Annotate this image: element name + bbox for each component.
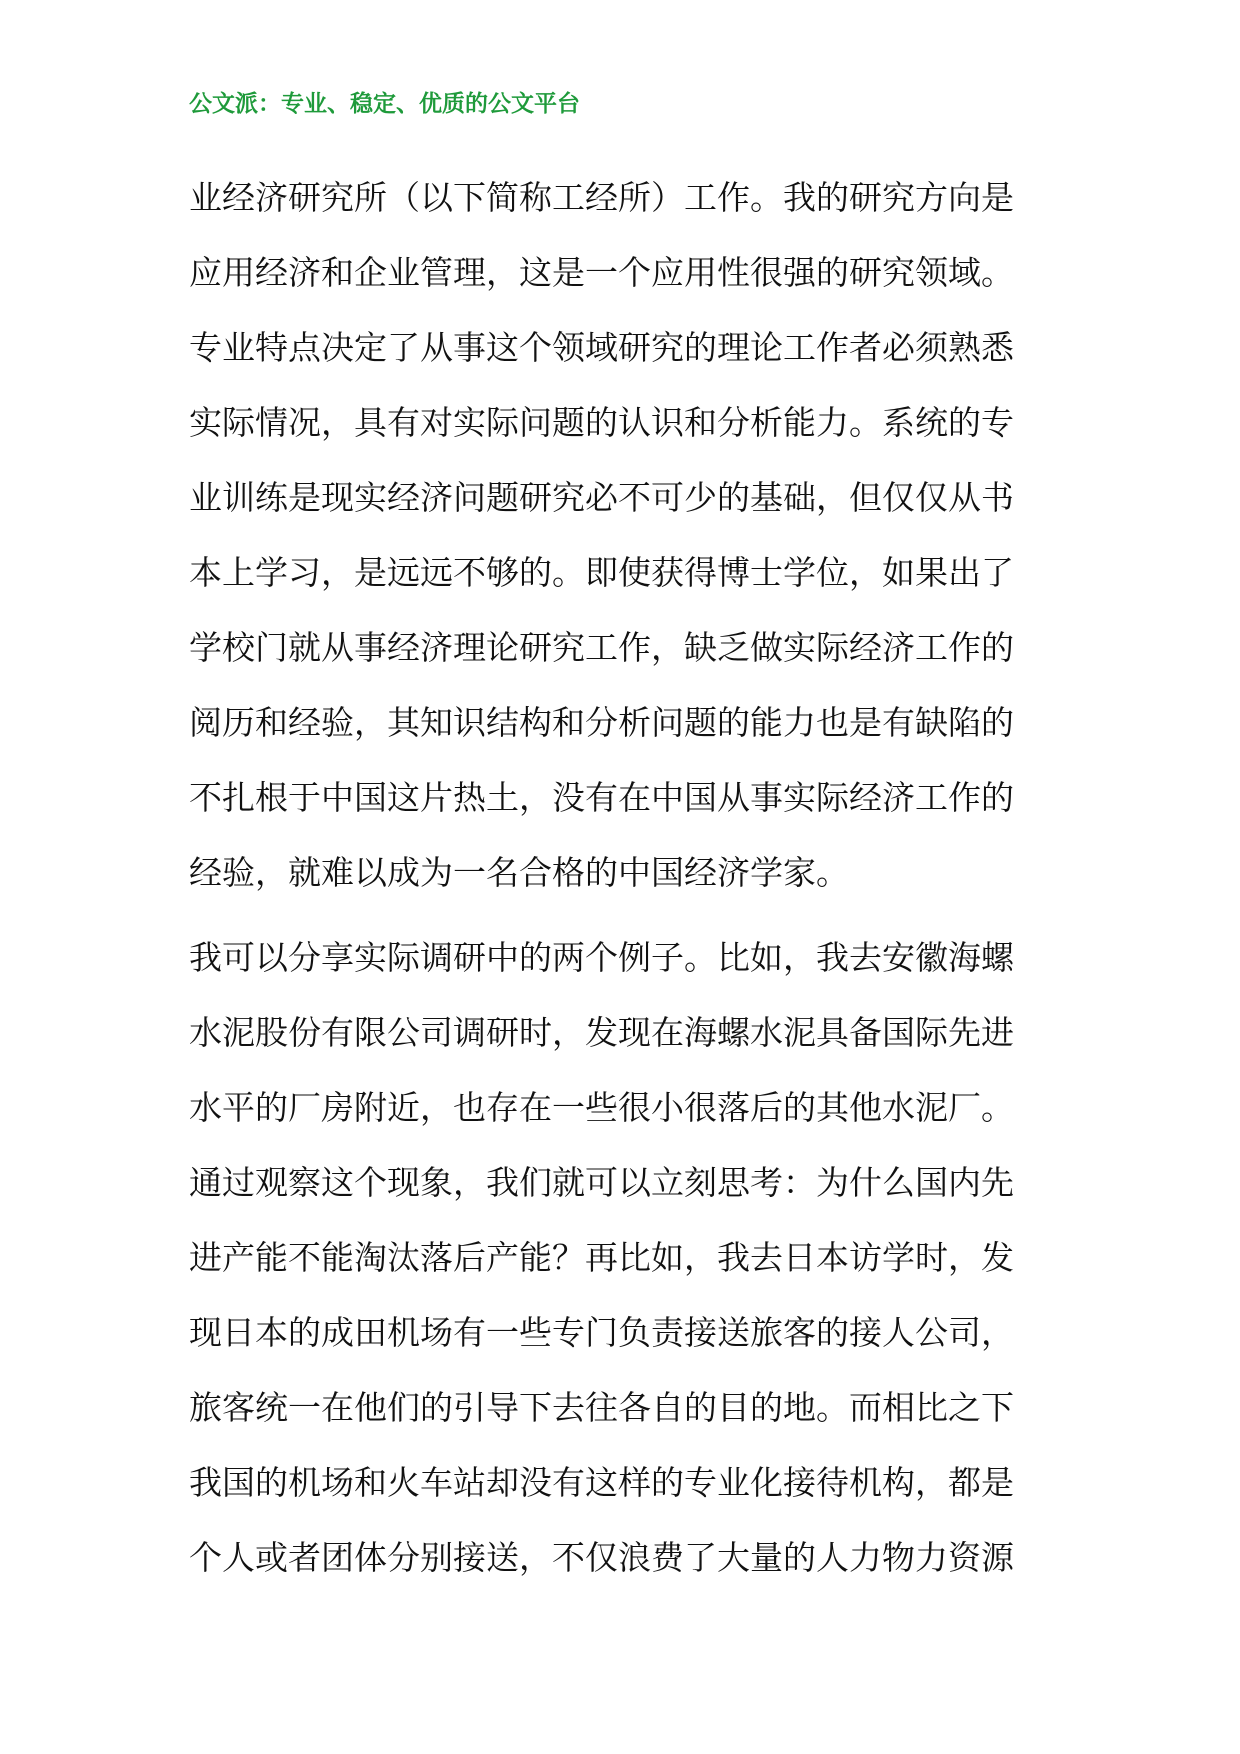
page-header: 公文派：专业、稳定、优质的公文平台 (189, 91, 580, 117)
paragraph-line: 旅客统一在他们的引导下去往各自的目的地。而相比之下 (189, 1388, 1014, 1427)
paragraph-line: 我国的机场和火车站却没有这样的专业化接待机构，都是 (189, 1463, 1014, 1502)
paragraph-line: 实际情况，具有对实际问题的认识和分析能力。系统的专 (189, 403, 1014, 442)
paragraph-line: 水泥股份有限公司调研时，发现在海螺水泥具备国际先进 (189, 1013, 1014, 1052)
paragraph-line: 经验，就难以成为一名合格的中国经济学家。 (189, 853, 849, 892)
paragraph-line: 不扎根于中国这片热土，没有在中国从事实际经济工作的 (189, 778, 1014, 817)
paragraph-line: 通过观察这个现象，我们就可以立刻思考：为什么国内先 (189, 1163, 1014, 1202)
paragraph-line: 本上学习，是远远不够的。即使获得博士学位，如果出了 (189, 553, 1014, 592)
paragraph-line: 学校门就从事经济理论研究工作，缺乏做实际经济工作的 (189, 628, 1014, 667)
paragraph-line: 专业特点决定了从事这个领域研究的理论工作者必须熟悉 (189, 328, 1014, 367)
paragraph-1 (189, 160, 1069, 910)
paragraph-line: 进产能不能淘汰落后产能？再比如，我去日本访学时，发 (189, 1238, 1014, 1277)
paragraph-line: 应用经济和企业管理，这是一个应用性很强的研究领域。 (189, 253, 1014, 292)
paragraph-line: 个人或者团体分别接送，不仅浪费了大量的人力物力资源 (189, 1538, 1014, 1577)
paragraph-line: 水平的厂房附近，也存在一些很小很落后的其他水泥厂。 (189, 1088, 1014, 1127)
paragraph-line: 现日本的成田机场有一些专门负责接送旅客的接人公司， (189, 1313, 1014, 1352)
paragraph-line: 业训练是现实经济问题研究必不可少的基础，但仅仅从书 (189, 478, 1014, 517)
paragraph-line: 我可以分享实际调研中的两个例子。比如，我去安徽海螺 (189, 938, 1014, 977)
paragraph-line: 阅历和经验，其知识结构和分析问题的能力也是有缺陷的 (189, 703, 1014, 742)
paragraph-2 (189, 920, 1069, 1595)
paragraph-line: 业经济研究所（以下简称工经所）工作。我的研究方向是 (189, 178, 1014, 217)
